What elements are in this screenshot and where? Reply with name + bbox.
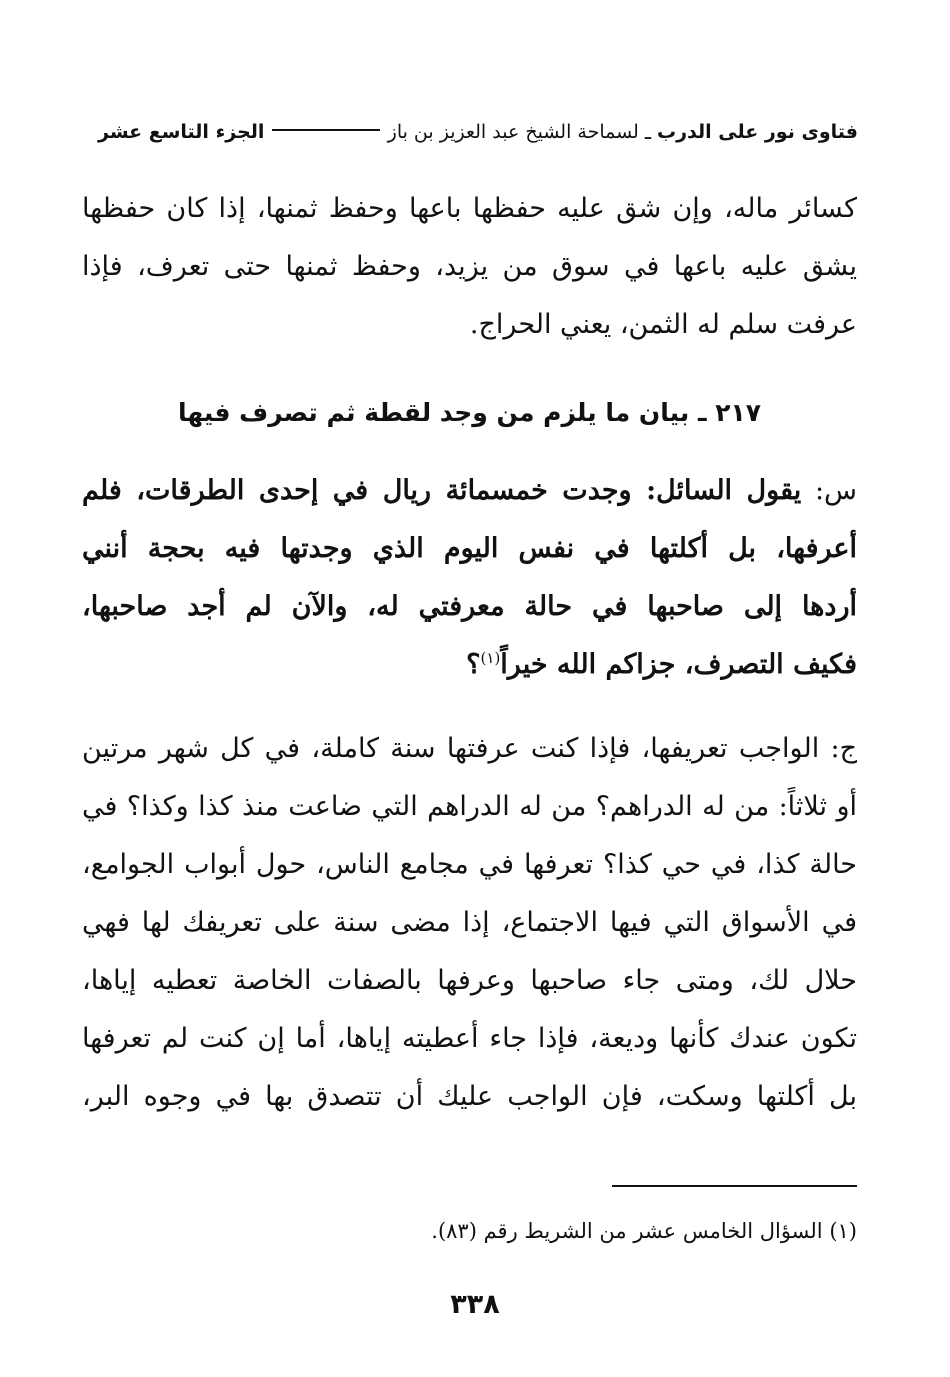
running-header [98, 112, 858, 152]
header-author: لسماحة الشيخ عبد العزيز بن باز [387, 121, 639, 143]
answer-line: أو ثلاثاً: من له الدراهم؟ من له الدراهم التي ضاعت منذ كذا وكذا؟ في [82, 791, 857, 822]
footnote-reference: (١) [480, 649, 501, 667]
question-line: أردها إلى صاحبها في حالة معرفتي له، والآن لم أجد صاحبها، [82, 591, 857, 622]
page-number: ٣٣٨ [450, 1289, 500, 1320]
question-line [82, 462, 857, 520]
intro-paragraph [82, 180, 857, 354]
question-line [82, 636, 857, 694]
question-end-mark: ؟ [466, 649, 481, 680]
question-prefix: س: [801, 475, 858, 506]
question-last-line: فكيف التصرف، جزاكم الله خيراً [500, 649, 857, 680]
answer-line: ج: الواجب تعريفها، فإذا كنت عرفتها سنة كاملة، في كل شهر مرتين [82, 733, 857, 764]
intro-line: كسائر ماله، وإن شق عليه حفظها باعها وحفظ ثمنها، إذا كان حفظها [82, 193, 857, 224]
question-line: أعرفها، بل أكلتها في نفس اليوم الذي وجدتها فيه بحجة أنني [82, 533, 857, 564]
answer-line: تكون عندك كأنها وديعة، فإذا جاء أعطيته إياها، أما إن كنت لم تعرفها [82, 1023, 857, 1054]
answer-line: حالة كذا، في حي كذا؟ تعرفها في مجامع الناس، حول أبواب الجوامع، [82, 849, 857, 880]
question-first-line: يقول السائل: وجدت خمسمائة ريال في إحدى الطرقات، فلم [82, 475, 802, 506]
header-rule [272, 129, 379, 131]
answer-paragraph [82, 720, 857, 1126]
question-paragraph [82, 462, 857, 694]
footnote: (١) السؤال الخامس عشر من الشريط رقم (٨٣). [431, 1219, 857, 1243]
footnote-divider [612, 1185, 857, 1187]
header-part: الجزء التاسع عشر [98, 121, 265, 143]
answer-line: في الأسواق التي فيها الاجتماع، إذا مضى سنة على تعريفك لها فهي [82, 907, 857, 938]
header-book-title: فتاوى نور على الدرب [657, 121, 858, 143]
intro-line: يشق عليه باعها في سوق من يزيد، وحفظ ثمنها حتى تعرف، فإذا [82, 251, 857, 282]
answer-line: بل أكلتها وسكت، فإن الواجب عليك أن تتصدق بها في وجوه البر، [82, 1081, 857, 1112]
intro-line: عرفت سلم له الثمن، يعني الحراج. [469, 309, 857, 340]
answer-line: حلال لك، ومتى جاء صاحبها وعرفها بالصفات الخاصة تعطيه إياها، [82, 965, 857, 996]
section-title: ٢١٧ ـ بيان ما يلزم من وجد لقطة ثم تصرف فيها [178, 398, 761, 427]
header-separator: ـ [644, 120, 651, 144]
